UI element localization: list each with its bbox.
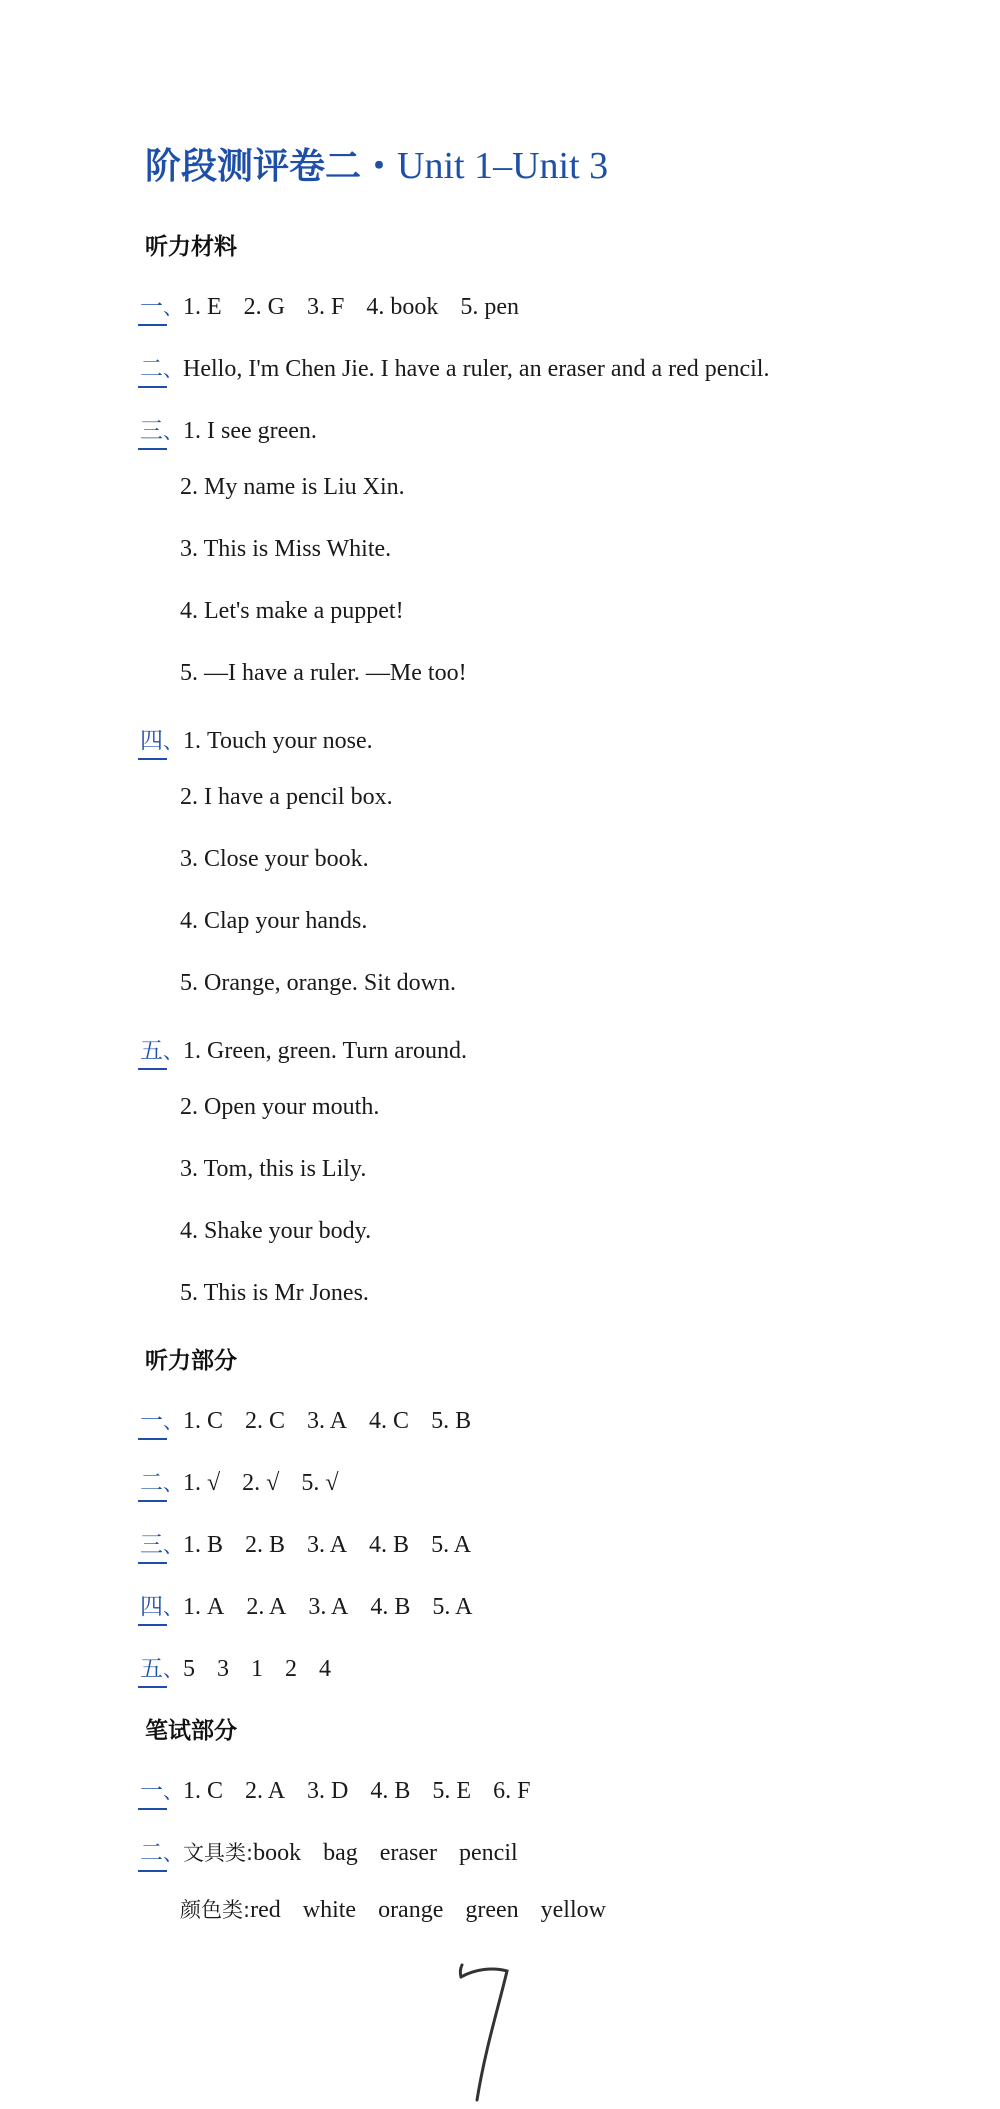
answer-text: Hello, I'm Chen Jie. I have a ruler, an eraser and a red pencil. xyxy=(183,356,770,382)
answer-item: 5. √ xyxy=(301,1470,339,1496)
answer-item: 4. book xyxy=(366,294,439,320)
title-chinese: 阶段测评卷二・ xyxy=(145,146,398,187)
answer-line: 四、1. Touch your nose. xyxy=(140,728,373,754)
answer-item: 1. C xyxy=(183,1408,224,1434)
answer-line: 一、1. E 2. G 3. F 4. book 5. pen xyxy=(140,294,520,320)
question-number: 五 xyxy=(140,1038,163,1064)
answer-item: 1. Green, green. Turn around. xyxy=(183,1038,467,1064)
answer-line: 一、1. C 2. A 3. D 4. B 5. E 6. F xyxy=(140,1778,531,1804)
question-number: 一 xyxy=(140,294,163,320)
question-number: 三 xyxy=(140,1532,163,1558)
answer-line: 五、5 3 1 2 4 xyxy=(140,1656,331,1682)
category-label: 文具类: xyxy=(183,1841,254,1865)
answer-item: 1. I see green. xyxy=(183,418,317,444)
answer-item: 4. Let's make a puppet! xyxy=(180,598,404,624)
answer-item: 1. E xyxy=(183,294,222,320)
word-item: green xyxy=(465,1897,519,1923)
answer-line: 五、1. Green, green. Turn around. xyxy=(140,1038,467,1064)
answer-item: 3. A xyxy=(307,1408,348,1434)
answer-item: 2. C xyxy=(245,1408,286,1434)
answer-item: 2. B xyxy=(245,1532,286,1558)
answer-line xyxy=(180,1894,606,1924)
word-item: white xyxy=(302,1897,357,1923)
word-item: eraser xyxy=(379,1840,438,1866)
answer-item: 4 xyxy=(319,1656,331,1682)
answer-item: 1. B xyxy=(183,1532,224,1558)
answer-item: 4. C xyxy=(369,1408,410,1434)
answer-item: 4. Shake your body. xyxy=(180,1218,372,1244)
answer-item: 5. A xyxy=(431,1532,472,1558)
answer-item: 5. pen xyxy=(460,294,520,320)
word-item: red xyxy=(250,1897,281,1923)
answer-line: 二、文具类:book bag eraser pencil xyxy=(140,1840,518,1866)
answer-item: 2. G xyxy=(243,294,286,320)
answer-item: 1. √ xyxy=(183,1470,221,1496)
section-heading-listening-part: 听力部分 xyxy=(145,1348,237,1374)
handwritten-page-number xyxy=(455,1955,515,2105)
answer-item: 3. F xyxy=(307,294,345,320)
answer-item: 5 xyxy=(183,1656,195,1682)
answer-item: 3. Tom, this is Lily. xyxy=(180,1156,367,1182)
answer-line: 四、1. A 2. A 3. A 4. B 5. A xyxy=(140,1594,473,1620)
answer-item: 5. —I have a ruler. —Me too! xyxy=(180,660,467,686)
question-number: 一 xyxy=(140,1408,163,1434)
answer-item: 3. Close your book. xyxy=(180,846,369,872)
word-item: book xyxy=(253,1840,302,1866)
answer-item: 5. Orange, orange. Sit down. xyxy=(180,970,456,996)
answer-item: 4. B xyxy=(369,1532,410,1558)
answer-item: 2. A xyxy=(246,1594,287,1620)
answer-item: 5. A xyxy=(432,1594,473,1620)
answer-item: 5. B xyxy=(431,1408,472,1434)
answer-item: 5. E xyxy=(432,1778,472,1804)
answer-line: 一、1. C 2. C 3. A 4. C 5. B xyxy=(140,1408,472,1434)
section-heading-written-part: 笔试部分 xyxy=(145,1718,237,1744)
question-number: 一 xyxy=(140,1778,163,1804)
answer-item: 2. Open your mouth. xyxy=(180,1094,380,1120)
answer-item: 2. I have a pencil box. xyxy=(180,784,393,810)
question-number: 二 xyxy=(140,356,163,382)
section-heading-listening-material: 听力材料 xyxy=(145,234,237,260)
word-item: pencil xyxy=(459,1840,518,1866)
title-english: Unit 1–Unit 3 xyxy=(397,145,609,187)
question-number: 二 xyxy=(140,1840,163,1866)
answer-item: 4. B xyxy=(370,1594,411,1620)
word-item: yellow xyxy=(540,1897,606,1923)
question-number: 四 xyxy=(140,728,163,754)
question-number: 二 xyxy=(140,1470,163,1496)
answer-item: 2 xyxy=(285,1656,297,1682)
answer-item: 1 xyxy=(251,1656,263,1682)
word-item: bag xyxy=(323,1840,358,1866)
answer-item: 1. A xyxy=(183,1594,225,1620)
answer-item: 5. This is Mr Jones. xyxy=(180,1280,369,1306)
answer-item: 1. Touch your nose. xyxy=(183,728,373,754)
answer-item: 4. B xyxy=(370,1778,411,1804)
answer-line: 二、1. √ 2. √ 5. √ xyxy=(140,1470,339,1496)
answer-item: 3. This is Miss White. xyxy=(180,536,392,562)
answer-line: 三、1. B 2. B 3. A 4. B 5. A xyxy=(140,1532,472,1558)
answer-item: 4. Clap your hands. xyxy=(180,908,368,934)
word-item: orange xyxy=(378,1897,444,1923)
answer-item: 2. A xyxy=(245,1778,286,1804)
answer-item: 2. My name is Liu Xin. xyxy=(180,474,405,500)
answer-item: 6. F xyxy=(493,1778,531,1804)
answer-line: 三、1. I see green. xyxy=(140,418,317,444)
answer-item: 3. D xyxy=(307,1778,349,1804)
question-number: 五 xyxy=(140,1656,163,1682)
page-title xyxy=(145,138,608,189)
answer-item: 3. A xyxy=(308,1594,349,1620)
category-label: 颜色类: xyxy=(180,1898,251,1922)
answer-line: 二、Hello, I'm Chen Jie. I have a ruler, an eraser and a red pencil. xyxy=(140,356,770,382)
answer-item: 3. A xyxy=(307,1532,348,1558)
answer-item: 2. √ xyxy=(242,1470,280,1496)
question-number: 四 xyxy=(140,1594,163,1620)
answer-item: 3 xyxy=(217,1656,229,1682)
question-number: 三 xyxy=(140,418,163,444)
answer-item: 1. C xyxy=(183,1778,224,1804)
